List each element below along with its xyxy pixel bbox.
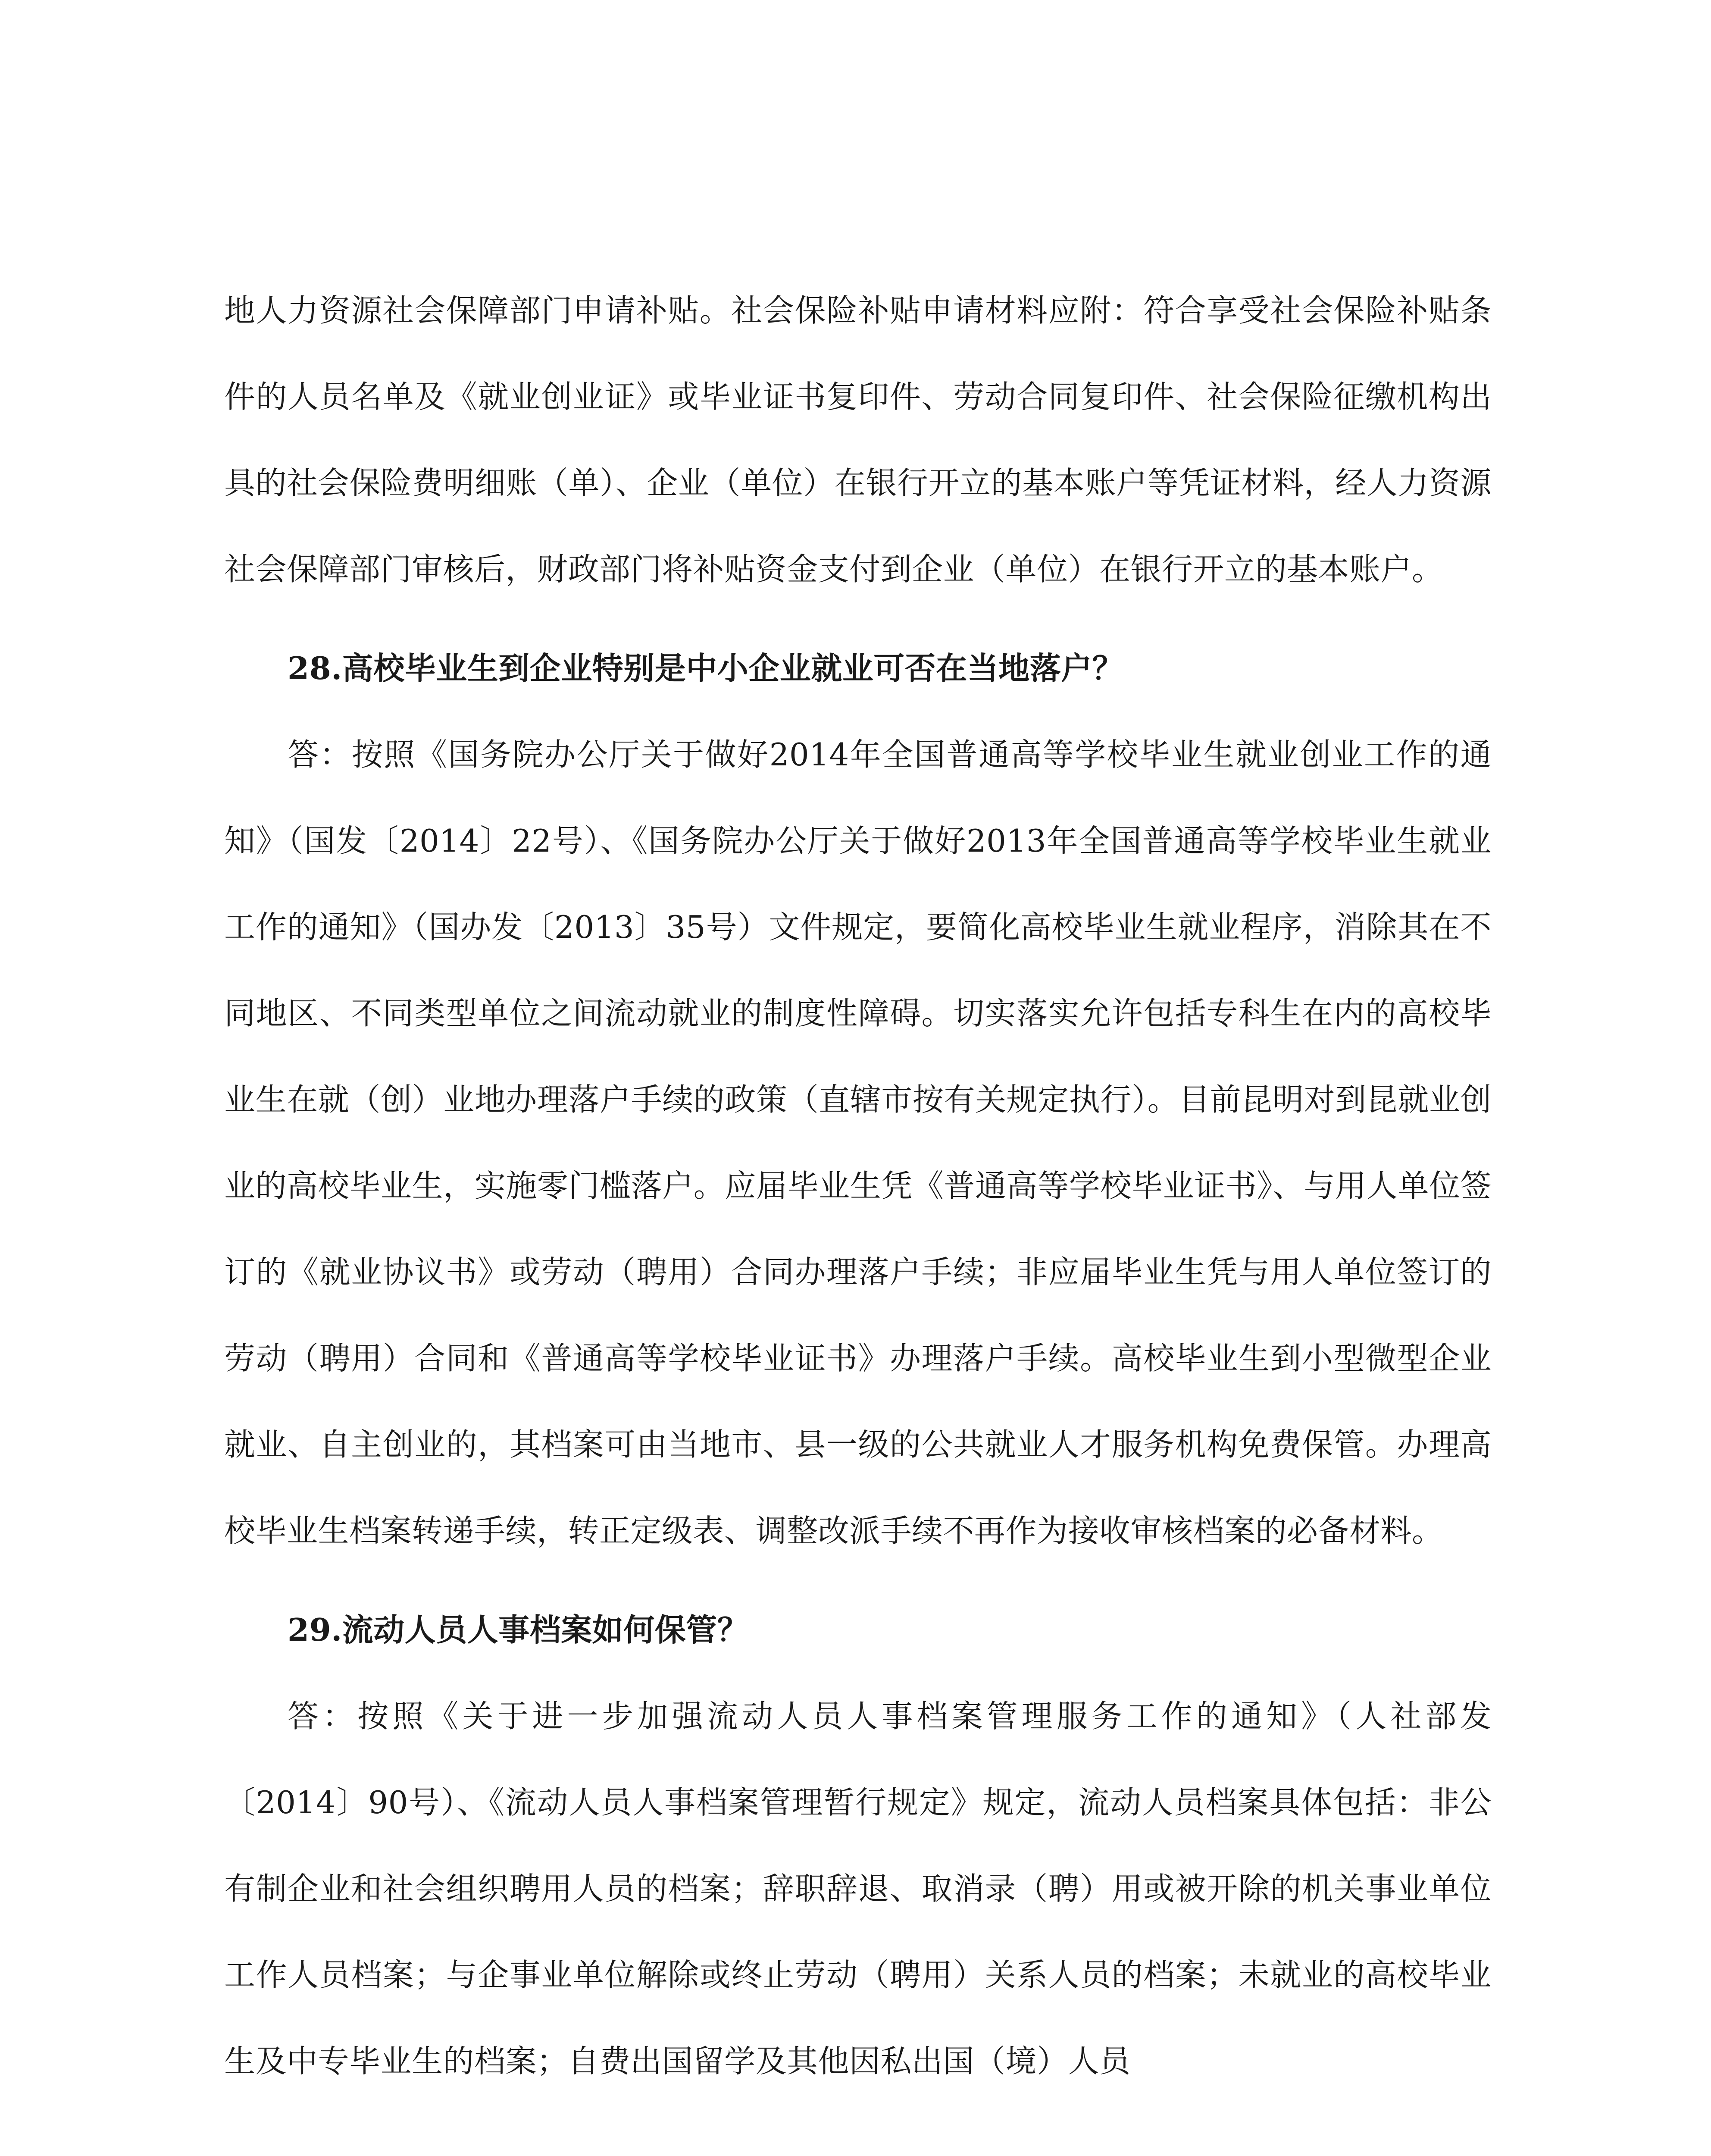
section-answer-28: 答：按照《国务院办公厅关于做好2014年全国普通高等学校毕业生就业创业工作的通知》（国发〔2014〕22号）、《国务院办公厅关于做好2013年全国普通高等学校毕业生就业工作的通知》（国办发〔2013〕35号）文件规定，要简化高校毕业生就业程序，消除其在不同地区、不同类型单位之间流动就业的制度性障碍。切实落实允许包括专科生在内的高校毕业生在就（创）业地办理落户手续的政策（直辖市按有关规定执行）。目前昆明对到昆就业创业的高校毕业生，实施零门槛落户。应届毕业生凭《普通高等学校毕业证书》、与用人单位签订的《就业协议书》或劳动（聘用）合同办理落户手续；非应届毕业生凭与用人单位签订的劳动（聘用）合同和《普通高等学校毕业证书》办理落户手续。高校毕业生到小型微型企业就业、自主创业的，其档案可由当地市、县一级的公共就业人才服务机构免费保管。办理高校毕业生档案转递手续，转正定级表、调整改派手续不再作为接收审核档案的必备材料。 [224,736,1492,1549]
section-answer-29: 答：按照《关于进一步加强流动人员人事档案管理服务工作的通知》（人社部发〔2014〕90号）、《流动人员人事档案管理暂行规定》规定，流动人员档案具体包括：非公有制企业和社会组织聘用人员的档案；辞职辞退、取消录（聘）用或被开除的机关事业单位工作人员档案；与企事业单位解除或终止劳动（聘用）关系人员的档案；未就业的高校毕业生及中专毕业生的档案；自费出国留学及其他因私出国（境）人员 [224,1698,1492,2079]
continued-paragraph: 地人力资源社会保障部门申请补贴。社会保险补贴申请材料应附：符合享受社会保险补贴条件的人员名单及《就业创业证》或毕业证书复印件、劳动合同复印件、社会保险征缴机构出具的社会保险费明细账（单）、企业（单位）在银行开立的基本账户等凭证材料，经人力资源社会保障部门审核后，财政部门将补贴资金支付到企业（单位）在银行开立的基本账户。 [224,292,1492,587]
section-heading-28: 28.高校毕业生到企业特别是中小企业就业可否在当地落户？ [288,650,1124,686]
section-heading-29: 29.流动人员人事档案如何保管？ [288,1611,749,1648]
document-body [224,267,1492,2104]
